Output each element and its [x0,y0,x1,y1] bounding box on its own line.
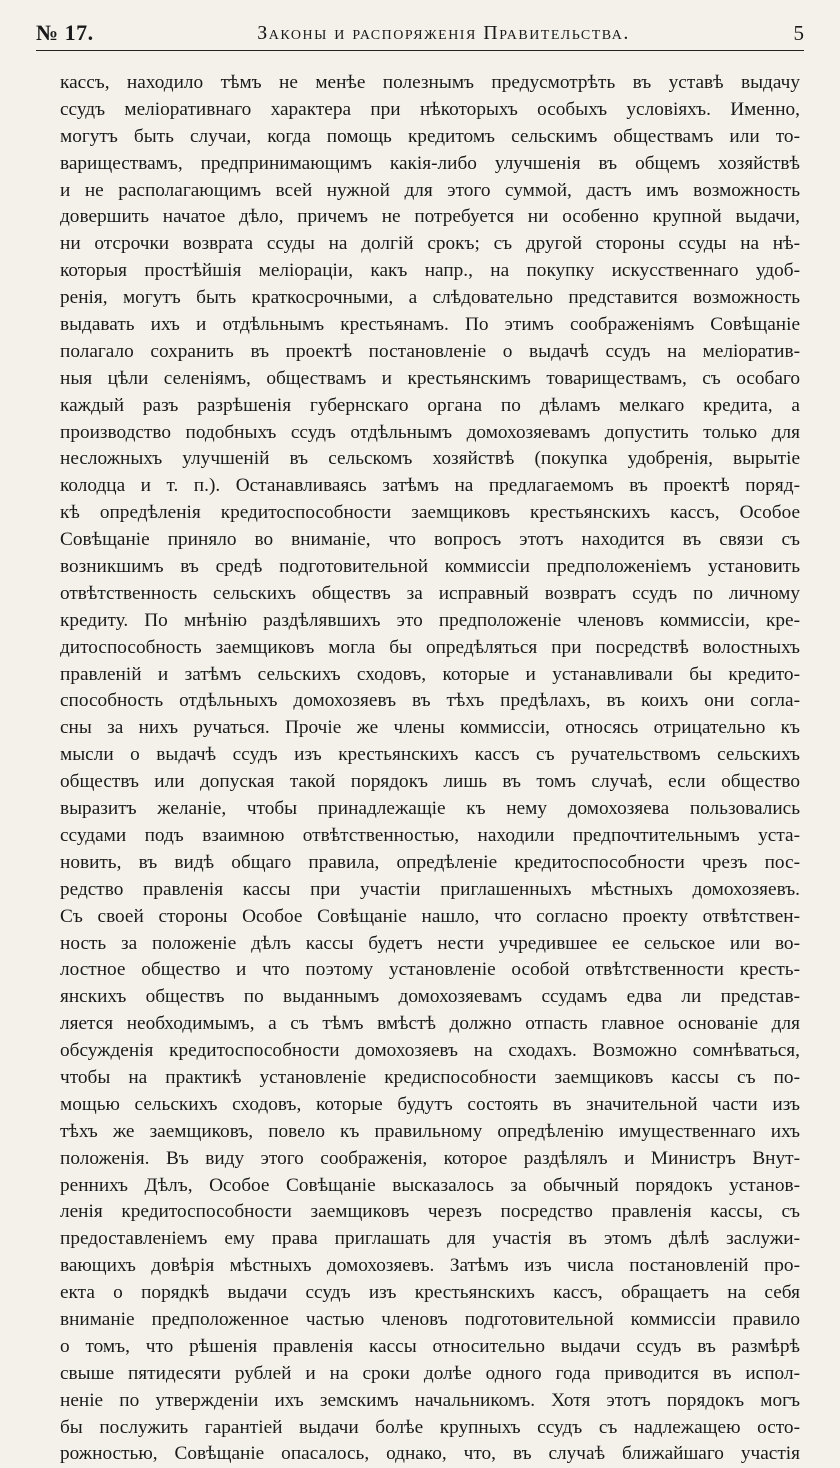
text-line: тѣхъ же заемщиковъ, повело къ правильному опредѣленію имущественнаго ихъ [60,1120,800,1142]
text-line: каждый разъ разрѣшенія губернскаго органа по дѣламъ мелкаго кредита, а [60,394,800,416]
text-line: могутъ быть случаи, когда помощь кредитомъ сельскимъ обществамъ или то- [60,125,800,147]
body-text [60,70,800,1468]
text-line: выдавать ихъ и отдѣльнымъ крестьянамъ. По этимъ соображеніямъ Совѣщаніе [60,314,800,336]
text-line: отвѣтственность сельскихъ обществъ за исправный возвратъ ссудъ по личному [60,582,800,604]
text-line: вниманіе предположенное частью членовъ подготовительной коммиссіи правило [60,1308,800,1330]
text-line: способность отдѣльныхъ домохозяевъ въ тѣхъ предѣлахъ, въ коихъ они согла- [60,690,800,712]
text-line: колодца и т. п.). Останавливаясь затѣмъ на предлагаемомъ въ проектѣ поряд- [60,475,800,497]
text-line: мощью сельскихъ сходовъ, которые будутъ состоять въ значительной части изъ [60,1093,800,1115]
issue-number: № 17. [36,20,94,45]
text-line: ни отсрочки возврата ссуды на долгій срокъ; съ другой стороны ссуды на нѣ- [60,233,800,255]
text-line: довершить начатое дѣло, причемъ не потребуется ни особенно крупной выдачи, [60,206,800,228]
text-line: выразитъ желаніе, чтобы принадлежащіе къ нему домохозяева пользовались [60,798,800,820]
text-line: полагало сохранить въ проектѣ постановленіе о выдачѣ ссудъ на меліоратив- [60,340,800,362]
text-line: кѣ опредѣленія кредитоспособности заемщиковъ крестьянскихъ кассъ, Особое [60,502,800,524]
text-line: обществъ или допуская такой порядокъ лишь въ томъ случаѣ, если общество [60,771,800,793]
text-line: мысли о выдачѣ ссудъ изъ крестьянскихъ кассъ съ ручательствомъ сельскихъ [60,744,800,766]
text-line: свыше пятидесяти рублей и на сроки долѣе одного года приводится въ испол- [60,1362,800,1384]
text-line: о томъ, что рѣшенія правленія кассы относительно выдачи ссудъ въ размѣрѣ [60,1335,800,1357]
text-line: новить, въ видѣ общаго правила, опредѣленіе кредитоспособности чрезъ пос- [60,851,800,873]
text-line: лостное общество и что поэтому установленіе особой отвѣтственности кресть- [60,959,800,981]
text-line: вариществамъ, предпринимающимъ какія-либо улучшенія въ общемъ хозяйствѣ [60,152,800,174]
text-line: возникшимъ въ средѣ подготовительной коммиссіи предположеніемъ установить [60,556,800,578]
text-line: ныя цѣли селеніямъ, обществамъ и крестьянскимъ товариществамъ, съ особаго [60,367,800,389]
text-line: несложныхъ улучшеній въ сельскомъ хозяйствѣ (покупка удобренія, вырытіе [60,448,800,470]
text-line: и не располагающимъ всей нужной для этого суммой, дастъ имъ возможность [60,179,800,201]
text-line: неніе по утвержденіи ихъ земскимъ начальникомъ. Хотя этотъ порядокъ могъ [60,1389,800,1411]
text-line: редство правленія кассы при участіи приглашенныхъ мѣстныхъ домохозяевъ. [60,878,800,900]
text-line: ссудъ меліоративнаго характера при нѣкоторыхъ особыхъ условіяхъ. Именно, [60,98,800,120]
text-line: правленій и затѣмъ сельскихъ сходовъ, которые и устанавливали бы кредито- [60,663,800,685]
text-line: ленія кредитоспособности заемщиковъ черезъ посредство правленія кассы, съ [60,1201,800,1223]
running-title: Законы и распоряженія Правительства. [257,21,630,44]
text-line: ссудами подъ взаимною отвѣтственностью, находили предпочтительнымъ уста- [60,824,800,846]
header-rule [36,50,804,51]
text-line: реннихъ Дѣлъ, Особое Совѣщаніе высказалось за обычный порядокъ установ- [60,1174,800,1196]
text-line: кредиту. По мнѣнію раздѣлявшихъ это предположеніе членовъ коммиссіи, кре- [60,609,800,631]
text-line: сны за нихъ ручаться. Прочіе же члены коммиссіи, относясь отрицательно къ [60,717,800,739]
text-line: которыя простѣйшія меліораціи, какъ напр., на покупку искусственнаго удоб- [60,260,800,282]
page-number: 5 [793,20,804,45]
text-line: Съ своей стороны Особое Совѣщаніе нашло, что согласно проекту отвѣтствен- [60,905,800,927]
text-line: обсужденія кредитоспособности домохозяевъ на сходахъ. Возможно сомнѣваться, [60,1040,800,1062]
text-line: ляется необходимымъ, а съ тѣмъ вмѣстѣ должно отпасть главное основаніе для [60,1013,800,1035]
text-line: ность за положеніе дѣлъ кассы будетъ нести учредившее ее сельское или во- [60,932,800,954]
text-line: бы послужить гарантіей выдачи болѣе крупныхъ ссудъ съ надлежащею осто- [60,1416,800,1438]
text-line: предоставленіемъ ему права приглашать для участія въ этомъ дѣлѣ заслужи- [60,1228,800,1250]
text-line: Совѣщаніе приняло во вниманіе, что вопросъ этотъ находится въ связи съ [60,529,800,551]
text-line: дитоспособность заемщиковъ могла бы опредѣляться при посредствѣ волостныхъ [60,636,800,658]
text-line: рожностью, Совѣщаніе опасалось, однако, что, въ случаѣ ближайшаго участія [60,1443,800,1465]
text-line: екта о порядкѣ выдачи ссудъ изъ крестьянскихъ кассъ, обращаетъ на себя [60,1282,800,1304]
text-line: кассъ, находило тѣмъ не менѣе полезнымъ предусмотрѣть въ уставѣ выдачу [60,72,800,93]
text-line: производство подобныхъ ссудъ отдѣльнымъ домохозяевамъ допустить только для [60,421,800,443]
text-line: чтобы на практикѣ установленіе кредиспособности заемщиковъ кассы съ по- [60,1066,800,1088]
text-line: ренія, могутъ быть краткосрочными, а слѣдовательно представится возможность [60,287,800,309]
text-line: вающихъ довѣрія мѣстныхъ домохозяевъ. Затѣмъ изъ числа постановленій про- [60,1255,800,1277]
page-header [36,18,804,48]
text-line: янскихъ обществъ по выданнымъ домохозяевамъ ссудамъ едва ли представ- [60,986,800,1008]
text-line: положенія. Въ виду этого соображенія, которое раздѣлялъ и Министръ Внут- [60,1147,800,1169]
